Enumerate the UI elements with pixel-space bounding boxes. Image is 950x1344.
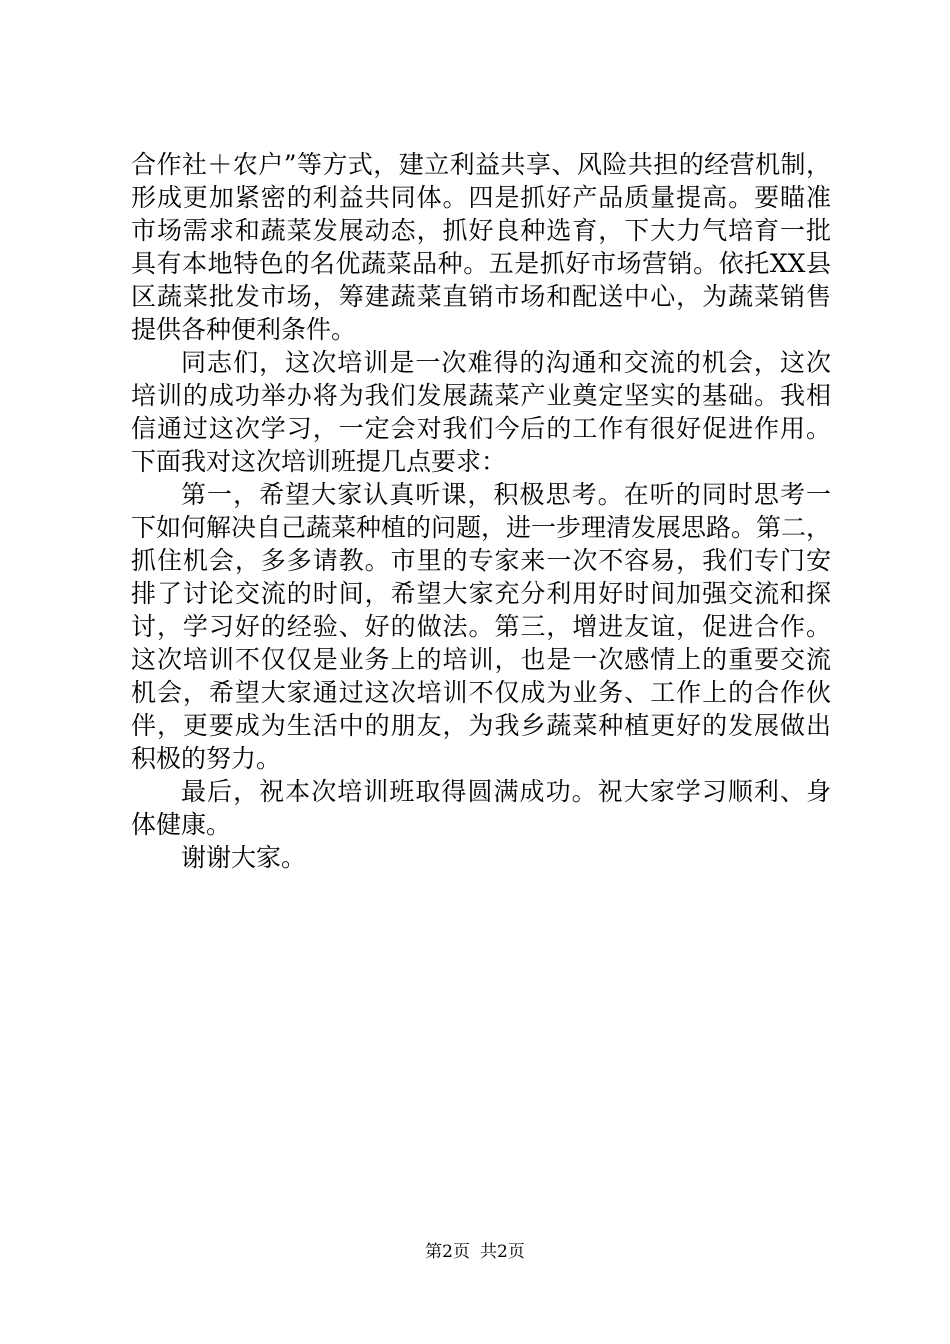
text-line: 最后，祝本次培训班取得圆满成功。祝大家学习顺利、身 <box>181 777 831 806</box>
text-line: 体健康。 <box>131 810 232 839</box>
page-footer <box>0 1240 950 1264</box>
text-line: 伴，更要成为生活中的朋友，为我乡蔬菜种植更好的发展做出 <box>131 711 831 740</box>
text-line: 积极的努力。 <box>131 744 282 773</box>
paragraph-4 <box>131 775 831 841</box>
page-number: 第2页 <box>425 1242 470 1262</box>
text-line: 讨，学习好的经验、好的做法。第三，增进友谊，促进合作。 <box>131 612 831 641</box>
text-line: 第一，希望大家认真听课，积极思考。在听的同时思考一 <box>181 480 831 509</box>
page-total: 共2页 <box>480 1242 525 1262</box>
text-line: 下面我对这次培训班提几点要求： <box>131 447 507 476</box>
text-line: 下如何解决自己蔬菜种植的问题，进一步理清发展思路。第二， <box>131 513 832 542</box>
text-line: 具有本地特色的名优蔬菜品种。五是抓好市场营销。依托XX县 <box>131 249 831 278</box>
text-line: 区蔬菜批发市场，筹建蔬菜直销市场和配送中心，为蔬菜销售 <box>131 282 831 311</box>
text-line: 抓住机会，多多请教。市里的专家来一次不容易，我们专门安 <box>131 546 831 575</box>
paragraph-2 <box>131 346 831 478</box>
text-line: 这次培训不仅仅是业务上的培训，也是一次感情上的重要交流 <box>131 645 831 674</box>
text-line: 同志们，这次培训是一次难得的沟通和交流的机会，这次 <box>181 348 831 377</box>
text-line: 机会，希望大家通过这次培训不仅成为业务、工作上的合作伙 <box>131 678 831 707</box>
text-line: 形成更加紧密的利益共同体。四是抓好产品质量提高。要瞄准 <box>131 183 831 212</box>
paragraph-1 <box>131 148 831 346</box>
text-line: 排了讨论交流的时间，希望大家充分利用好时间加强交流和探 <box>131 579 831 608</box>
text-line: 培训的成功举办将为我们发展蔬菜产业奠定坚实的基础。我相 <box>131 381 831 410</box>
text-line: 市场需求和蔬菜发展动态，抓好良种选育，下大力气培育一批 <box>131 216 831 245</box>
text-line: 信通过这次学习，一定会对我们今后的工作有很好促进作用。 <box>131 414 831 443</box>
paragraph-5 <box>131 841 831 874</box>
text-line: 谢谢大家。 <box>181 843 307 872</box>
text-line: 提供各种便利条件。 <box>131 315 357 344</box>
paragraph-3 <box>131 478 831 775</box>
text-line: 合作社＋农户”等方式，建立利益共享、风险共担的经营机制， <box>131 150 831 179</box>
document-body <box>131 148 831 874</box>
